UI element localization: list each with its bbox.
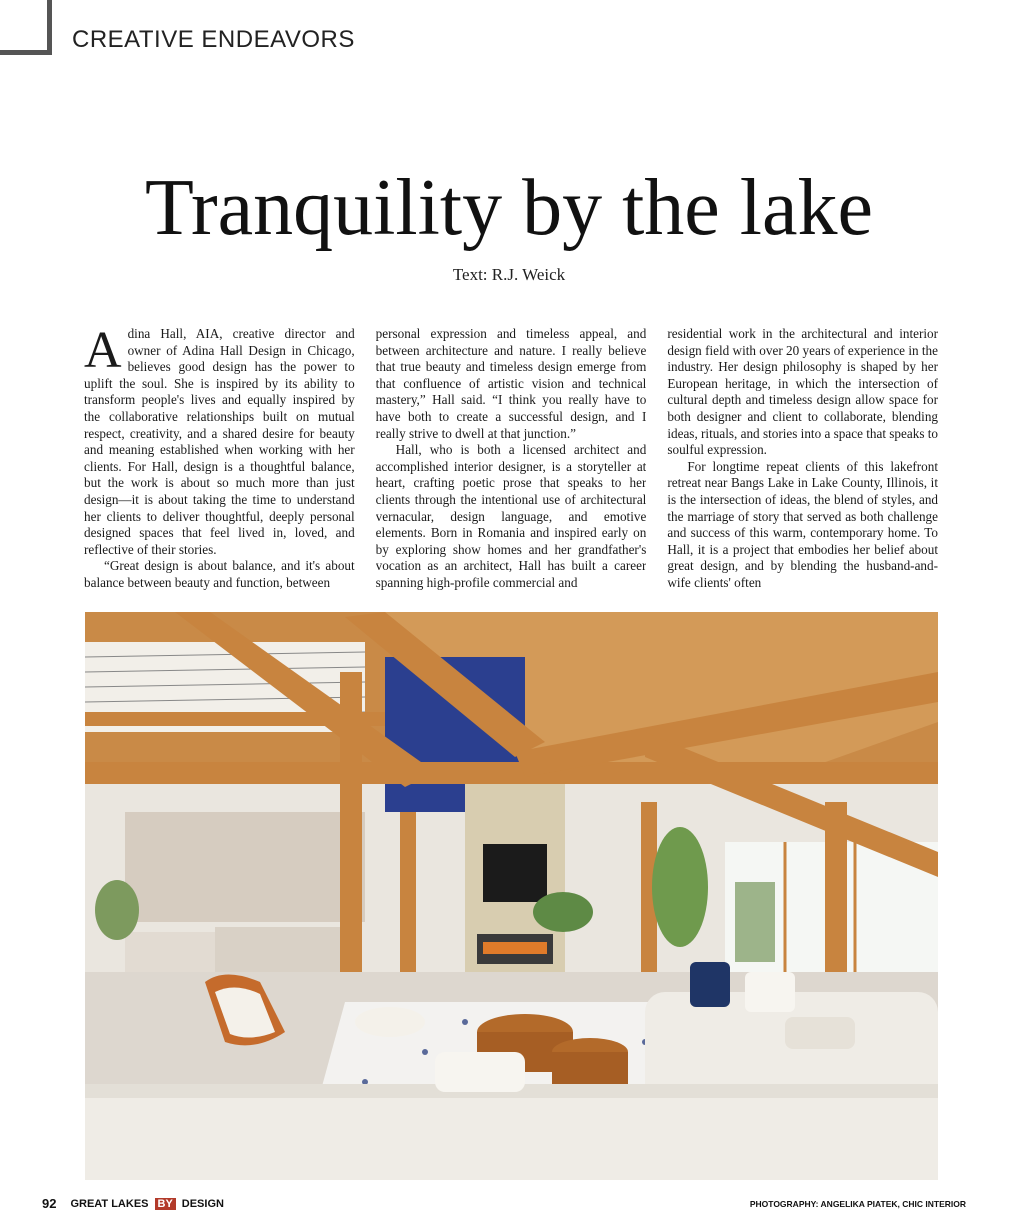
article-byline: Text: R.J. Weick [452,265,566,284]
text-column-3 [667,326,938,596]
interior-photo [85,612,938,1180]
paragraph: personal expression and timeless appeal, and between architecture and nature. I really believe that true beauty and timeless design emerge from that confluence of artistic vision and technical mastery,” Hall said. “I think you really have to have both to create a successful design, and I really strive to dwell at that junction.” [375,326,647,441]
fire-glow [483,942,547,954]
plant-center [533,892,593,932]
outdoor-greenery [735,882,775,962]
paragraph: Hall, who is both a licensed architect and accomplished interior designer, is a storyteller at heart, crafting poetic prose that speaks to her clients through the intentional use of architectural vernacular, design language, and emotive elements. Born in Romania and inspired early on by exploring show homes and her grandfather's vocation as an architect, Hall has built a career spanning high-profile commercial and [375,442,647,590]
sectional-sofa-front [85,1092,938,1180]
drop-cap: A [84,326,122,379]
ottoman [355,1007,425,1037]
living-room-illustration [85,612,938,1180]
paragraph [84,326,355,558]
brand-by-badge: BY [155,1198,176,1210]
article-title: Tranquility by the lake [144,164,874,252]
paragraph: residential work in the architectural and interior design field with over 20 years of experience in the industry. Her design philosophy is shaped by her European heritage, in which the intersection of cultural depth and timeless design allow space for both designer and client to collaborate, blending ideas, rituals, and stories into a space that speaks to soulful expression. [667,326,939,458]
corner-bracket-mark [0,0,52,55]
television [483,844,547,902]
brand-left: GREAT LAKES [70,1197,149,1210]
page-number: 92 [42,1196,57,1211]
plant-right [652,827,708,947]
brand-right: DESIGN [181,1197,224,1210]
side-stump-base [552,1052,628,1088]
paragraph-text: dina Hall, AIA, creative director and owner of Adina Hall Design in Chicago, believes good design has the power to uplift the soul. She is inspired by its ability to transform people's lives and equally inspired by the collaborative relationships built on mutual respect, creativity, and a shared desire for beauty and meaning established when working with her clients. For Hall, design is a thoughtful balance, but the work is about so much more than just design—it is about taking the time to understand her clients to deliver thoughtful, deeply personal designed spaces that feel lived in, loved, and reflective of their stories. [84,326,355,557]
paragraph: “Great design is about balance, and it's about balance between beauty and function, between [84,558,355,590]
section-label: CREATIVE ENDEAVORS [72,26,355,53]
photo-credit: PHOTOGRAPHY: ANGELIKA PIATEK, CHIC INTERIOR [749,1199,966,1209]
footer-brand [42,1196,224,1211]
paragraph: For longtime repeat clients of this lakefront retreat near Bangs Lake in Lake County, Illinois, it is the intersection of ideas, the blend of styles, and the marriage of story that served as both challenge and success of this warm, contemporary home. To Hall, it is a project that embodies her belief about great design, and by blending the husband-and-wife clients' often [667,458,939,590]
text-column-2 [376,326,647,596]
white-pillow [745,972,795,1012]
navy-pillow [690,962,730,1007]
article-body [84,326,938,596]
front-pillow [435,1052,525,1092]
kitchen-cabinets [125,812,365,922]
text-column-1 [84,326,355,596]
kitchen-island [215,927,345,972]
lumbar-pillow [785,1017,855,1049]
plant-left [95,880,139,940]
